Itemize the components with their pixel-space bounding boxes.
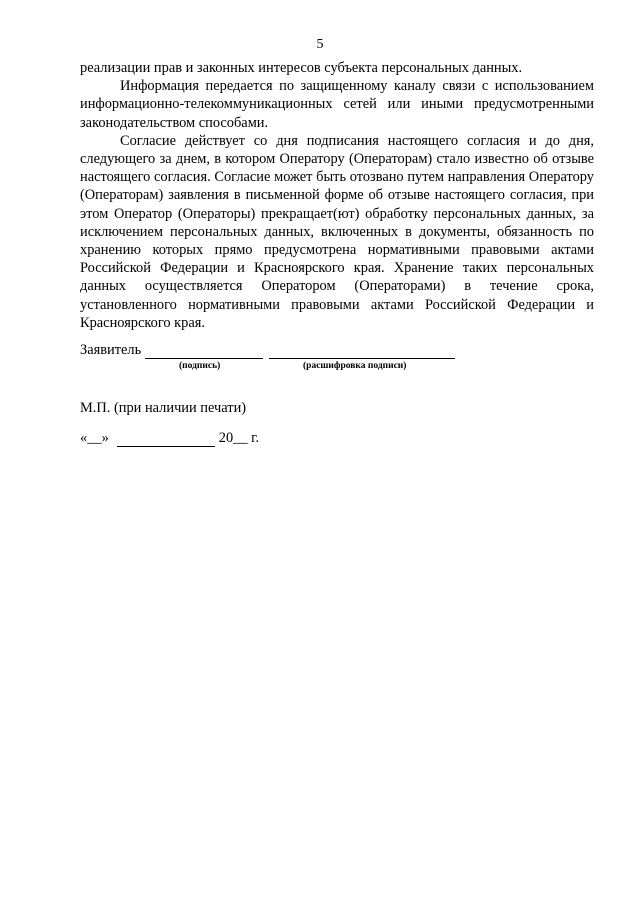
signature-decoding-field[interactable]	[269, 344, 455, 359]
date-day-field[interactable]: «__»	[80, 430, 109, 446]
applicant-label: Заявитель	[80, 342, 142, 358]
signature-block	[80, 341, 600, 373]
document-body	[80, 59, 594, 332]
stamp-placeholder: М.П. (при наличии печати)	[80, 400, 247, 416]
signature-caption: (подпись)	[179, 361, 221, 371]
signature-captions	[80, 359, 600, 373]
signature-field[interactable]	[145, 344, 263, 359]
paragraph-consent-validity: Согласие действует со дня подписания настоящего согласия и до дня, следующего за днем, в котором Оператору (Операторам) стало известно об отзыве настоящего согласия. Согласие может быть отозвано путем направления Оператору (Операторам) заявления в письменной форме об отзыве настоящего согласия, при этом Оператор (Операторы) прекращает(ют) обработку персональных данных, за исключением персональных данных, включенных в документы, обязанность по хранению которых прямо предусмотрена нормативными правовыми актами Российской Федерации и Красноярского края. Хранение таких персональных данных осуществляется Оператором (Операторами) в течение срока, установленного нормативными правовыми актами Российской Федерации и Красноярского края.	[80, 132, 594, 331]
decoding-caption: (расшифровка подписи)	[303, 361, 407, 371]
date-year-field[interactable]: __ г.	[233, 430, 260, 446]
paragraph-continuation: реализации прав и законных интересов субъекта персональных данных.	[80, 60, 523, 76]
date-month-field[interactable]	[117, 432, 215, 447]
date-line	[80, 430, 259, 447]
date-year-prefix: 20	[218, 430, 234, 446]
signature-row	[80, 341, 600, 359]
page-number: 5	[316, 37, 324, 52]
paragraph-transfer: Информация передается по защищенному каналу связи с использованием информационно-телекоммуникационных сетей или иными предусмотренными законодательством способами.	[80, 78, 594, 131]
